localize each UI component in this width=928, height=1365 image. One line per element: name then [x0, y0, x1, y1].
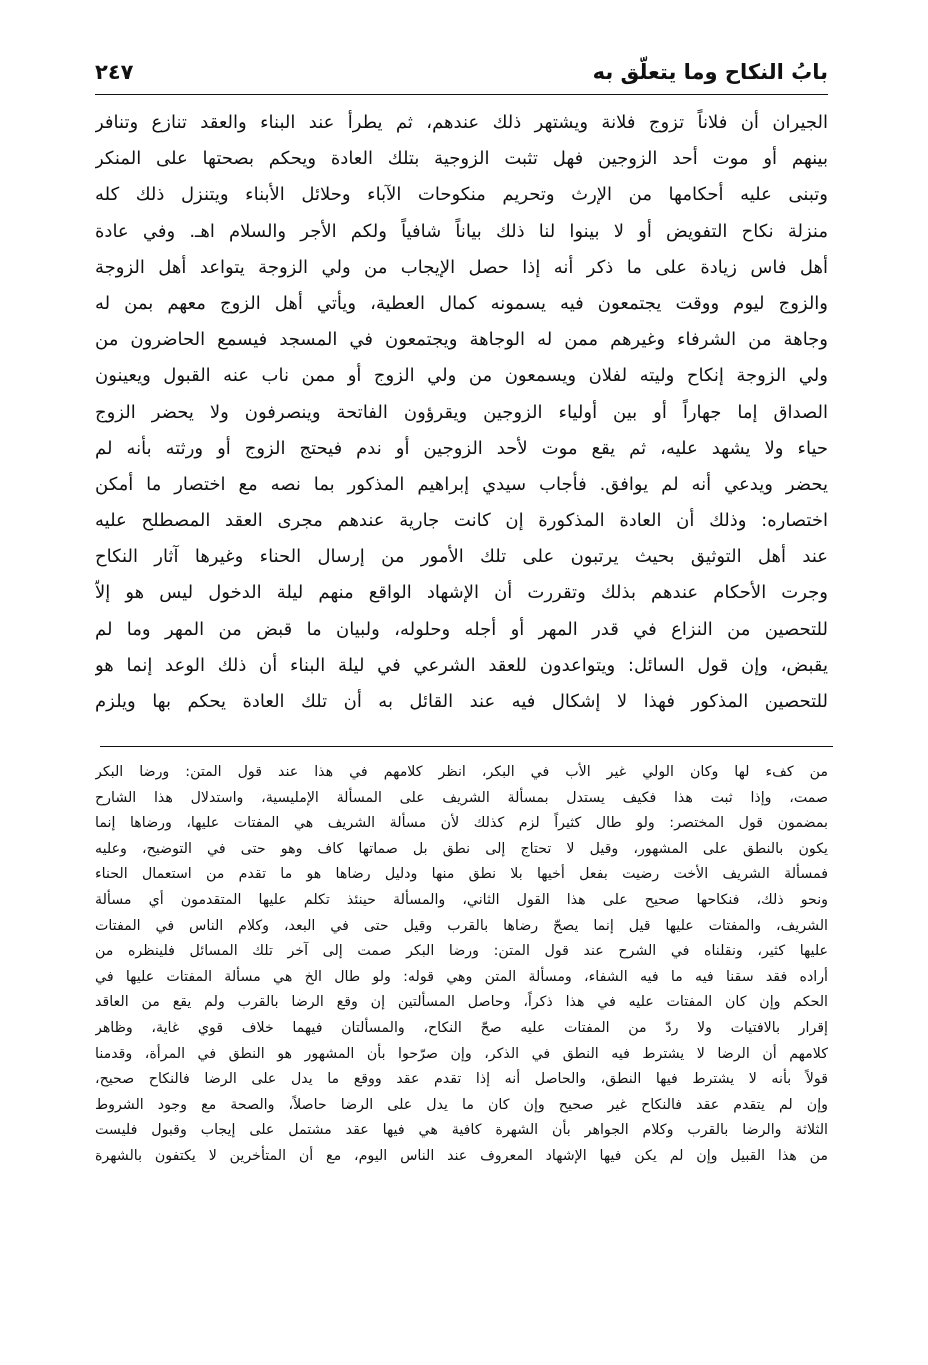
text-line: عند أهل التوثيق بحيث يرتبون على تلك الأمور من إرسال الحناء وغيرها آثار النكاح	[95, 546, 828, 568]
footnote-line: من هذا القبيل وإن لم يكن فيها الإشهاد المعروف عند الناس اليوم، مع أن المتأخرين لا يكتفون بالشهرة	[95, 1147, 828, 1164]
footnote-line: ونحو ذلك، فنكاحها صحيح على هذا القول الثاني، والمسألة حينئذ تكلم عليها المتقدمون أي مسألة	[95, 891, 828, 908]
footnote-line: يكون بالنطق على المشهور، وقيل لا تحتاج إلى نطق بل صماتها كاف وهو حتى في التوضيح، وعليه	[95, 840, 828, 857]
footnote-line: الحكم وإن كان المفتات عليه في هذا ذكراً، وحاصل المسألتين إن وقع الرضا بالقرب ولم يقع من العاقد	[95, 994, 828, 1011]
page-header	[95, 58, 828, 95]
text-line: للتحصين المذكور فهذا لا إشكال فيه عند القائل به أن تلك العادة يحكم بها ويلزم	[95, 691, 828, 712]
text-line: وجرت الأحكام عندهم بذلك وتقررت أن الإشهاد الواقع منهم ليلة الدخول ليس هو إلاّ	[95, 582, 828, 604]
text-line: حياء ولا يشهد عليه، ثم يقع موت لأحد الزوجين أو ندم فيحتج الزوج أو ورثته بأنه لم	[95, 437, 828, 459]
footnote-line: من كفء لها وكان الولي غير الأب في البكر، انظر كلامهم في هذا عند قول المتن: ورضا البكر	[95, 764, 828, 780]
footnote-line: صمت، وإذا ثبت هذا فكيف يستدل بمسألة الشريف على المسألة الإمليسية، واستدلال هذا الشارح	[95, 789, 828, 806]
footnote-line: فمسألة الشريف الأخت رضيت بفعل أخيها بلا نطق منها ودليل رضاها هو ما تقدم من استعمال الحناء	[95, 866, 828, 883]
text-line: أهل فاس زيادة على ما ذكر أنه إذا حصل الإيجاب من ولي الزوجة يتواعد أهل الزوجة	[95, 256, 828, 278]
text-line: بينهم أو موت أحد الزوجين فهل تثبت الزوجية بتلك العادة ويحكم بصحتها على المنكر	[95, 148, 828, 170]
footnote-line: أراده فقد سقنا فيه ما فيه الشفاء، ومسألة المتن وهي قوله: ولو طال الخ هي مسألة المفتات عليها في	[95, 968, 828, 985]
footnotes	[95, 760, 828, 1170]
text-line: وتبنى عليه أحكامها من الإرث وتحريم منكوحات الآباء وحلائل الأبناء ويتنزل ذلك كله	[95, 184, 828, 206]
footnote-line: عليها كثير، ونقلناه في الشرح عند قول المتن: ورضا البكر صمت إلى آخر تلك المسائل فلينظره من	[95, 943, 828, 960]
main-text	[95, 105, 828, 720]
text-line: وجاهة من الشرفاء وغيرهم ممن له الوجاهة ويجتمعون في المسجد فيسمع الحاضرون من	[95, 329, 828, 351]
text-line: يحضر ويدعي أنه لم يوافق. فأجاب سيدي إبراهيم المذكور بما نصه مع اختصار ما أمكن	[95, 473, 828, 495]
footnote-separator	[100, 746, 833, 747]
text-line: والزوج ليوم ووقت يجتمعون فيه يسمونه كمال العطية، ويأتي أهل الزوج معهم بمن له	[95, 292, 828, 314]
footnote-line: بمضمون قول المختصر: ولو طال كثيراً لزم كذلك لأن مسألة الشريف هي المفتات عليها، ورضاها إنما	[95, 815, 828, 832]
text-line: للتحصين من النزاع في قدر المهر أو أجله وحلوله، ولبيان ما قبض من المهر وما لم	[95, 618, 828, 640]
text-line: الجيران أن فلاناً تزوج فلانة ويشتهر ذلك عندهم، ثم يطرأ عند البناء والعقد تنازع وتنافر	[95, 112, 828, 133]
text-line: ولي الزوجة إنكاح وليته لفلان ويسمعون من ولي الزوج أو ممن ناب عنه القبول ويعينون	[95, 365, 828, 387]
running-title: بابُ النكاح وما يتعلّق به	[592, 60, 828, 84]
footnote-line: الثلاثة والرضا بالقرب وكلام الجواهر بأن الشهرة كافية هي فيها عقد مشتمل على إيجاب وقبول فليست	[95, 1122, 828, 1139]
text-line: الصداق إما جهاراً أو بين أولياء الزوجين ويقرؤون الفاتحة وينصرفون ولا يحضر الزوج	[95, 401, 828, 423]
page-number: ٢٤٧	[95, 60, 134, 84]
footnote-line: قولاً بأنه لا يشترط فيها النطق، والحاصل أنه إذا تقدم عقد ووقع ما يدل على الرضا فالنكاح صحيح،	[95, 1071, 828, 1088]
footnote-line: كلامهم أن الرضا لا يشترط فيه النطق في الذكر، وإن صرّحوا بأن المشهور هو النطق في المرأة، وقدمنا	[95, 1045, 828, 1062]
footnote-line: الشريف، والمفتات عليها قيل إنما يصحّ رضاها بالقرب وقيل حتى في البعد، وكلام الناس في المفتات	[95, 917, 828, 934]
text-line: اختصاره: وذلك أن العادة المذكورة إن كانت جارية عندهم مجرى العقد المصطلح عليه	[95, 510, 828, 532]
text-line: منزلة نكاح التفويض أو لا بينوا لنا ذلك بياناً شافياً ولكم الأجر والسلام اهـ. وفي عادة	[95, 220, 828, 242]
footnote-line: وإن لم يتقدم عقد فالنكاح غير صحيح وإن كان ما يدل على الرضا حاصلاً، والصحة مع وجود الشروط	[95, 1096, 828, 1113]
footnote-line: إقرار بالافتيات ولا ردّ من المفتات عليه صحّ النكاح، والمسألتان فيهما خلاف قوي غاية، وظاهر	[95, 1019, 828, 1036]
text-line: يقبض، وإن قول السائل: ويتواعدون للعقد الشرعي في ليلة البناء أن ذلك الوعد إنما هو	[95, 654, 828, 676]
